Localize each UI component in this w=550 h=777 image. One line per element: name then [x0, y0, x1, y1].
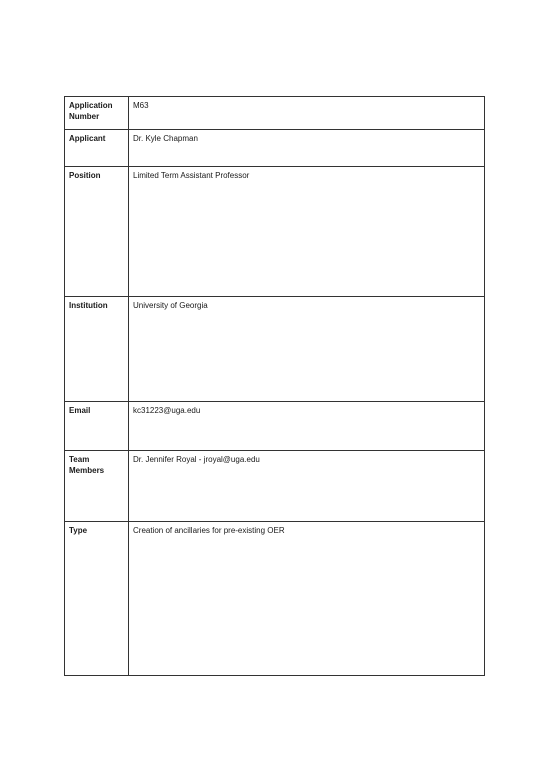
label-email: Email — [65, 402, 129, 451]
label-type: Type — [65, 522, 129, 676]
table-row-position — [65, 167, 485, 297]
table-row-institution — [65, 297, 485, 402]
table-row-applicant — [65, 130, 485, 167]
label-applicant: Applicant — [65, 130, 129, 167]
value-team-members: Dr. Jennifer Royal - jroyal@uga.edu — [129, 451, 485, 522]
value-application-number: M63 — [129, 97, 485, 130]
application-form-table — [64, 96, 485, 676]
value-email: kc31223@uga.edu — [129, 402, 485, 451]
table-row-team-members — [65, 451, 485, 522]
value-applicant: Dr. Kyle Chapman — [129, 130, 485, 167]
table-row-application-number — [65, 97, 485, 130]
value-position: Limited Term Assistant Professor — [129, 167, 485, 297]
label-position: Position — [65, 167, 129, 297]
label-team-members: Team Members — [65, 451, 129, 522]
table-row-type — [65, 522, 485, 676]
label-institution: Institution — [65, 297, 129, 402]
value-type: Creation of ancillaries for pre-existing OER — [129, 522, 485, 676]
value-institution: University of Georgia — [129, 297, 485, 402]
table-row-email — [65, 402, 485, 451]
label-application-number: Application Number — [65, 97, 129, 130]
